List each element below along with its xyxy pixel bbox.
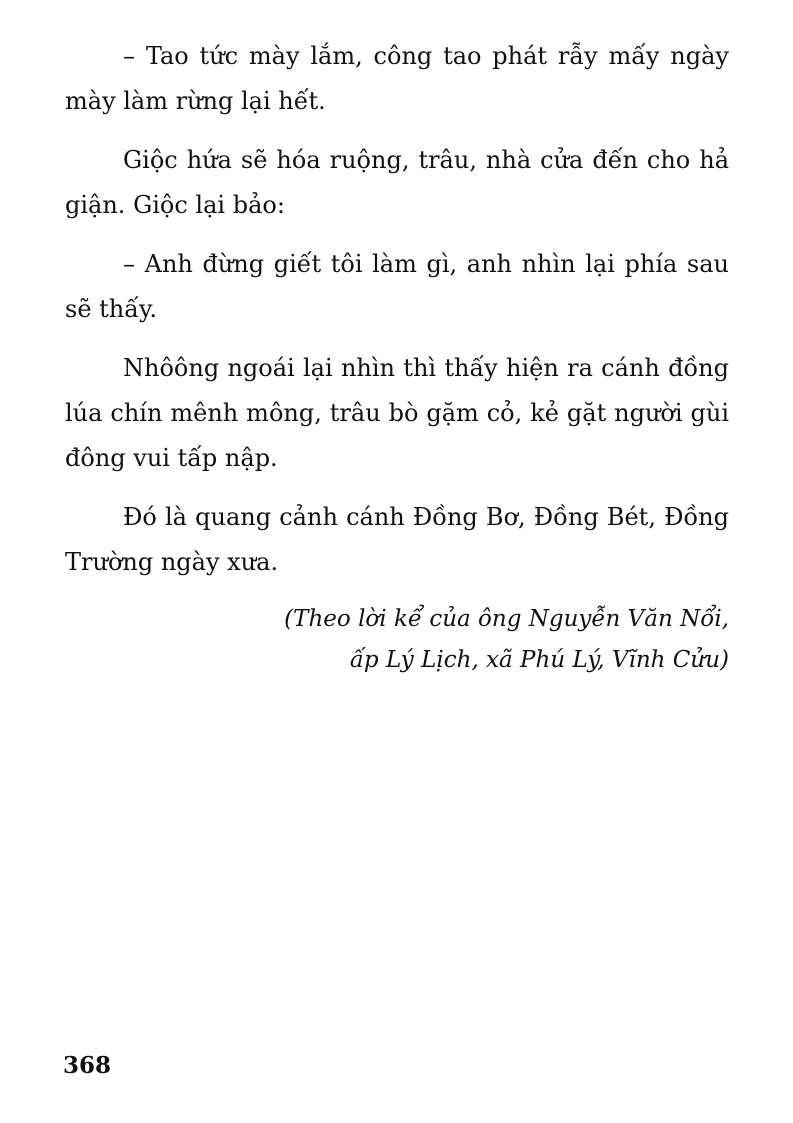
attribution-line: ấp Lý Lịch, xã Phú Lý, Vĩnh Cửu) bbox=[349, 647, 729, 673]
paragraph: – Anh đừng giết tôi làm gì, anh nhìn lại phía sau sẽ thấy. bbox=[65, 250, 729, 323]
page-number: 368 bbox=[63, 1052, 112, 1079]
paragraph: Nhôông ngoái lại nhìn thì thấy hiện ra cánh đồng lúa chín mênh mông, trâu bò gặm cỏ, kẻ gặt người gùi đông vui tấp nập. bbox=[65, 354, 729, 472]
page-body bbox=[65, 34, 729, 681]
source-attribution bbox=[65, 599, 729, 681]
paragraph: Giộc hứa sẽ hóa ruộng, trâu, nhà cửa đến cho hả giận. Giộc lại bảo: bbox=[65, 146, 729, 219]
paragraph: Đó là quang cảnh cánh Đồng Bơ, Đồng Bét, Đồng Trường ngày xưa. bbox=[65, 503, 729, 576]
attribution-line: (Theo lời kể của ông Nguyễn Văn Nổi, bbox=[284, 606, 729, 632]
paragraph: – Tao tức mày lắm, công tao phát rẫy mấy ngày mày làm rừng lại hết. bbox=[65, 42, 729, 115]
